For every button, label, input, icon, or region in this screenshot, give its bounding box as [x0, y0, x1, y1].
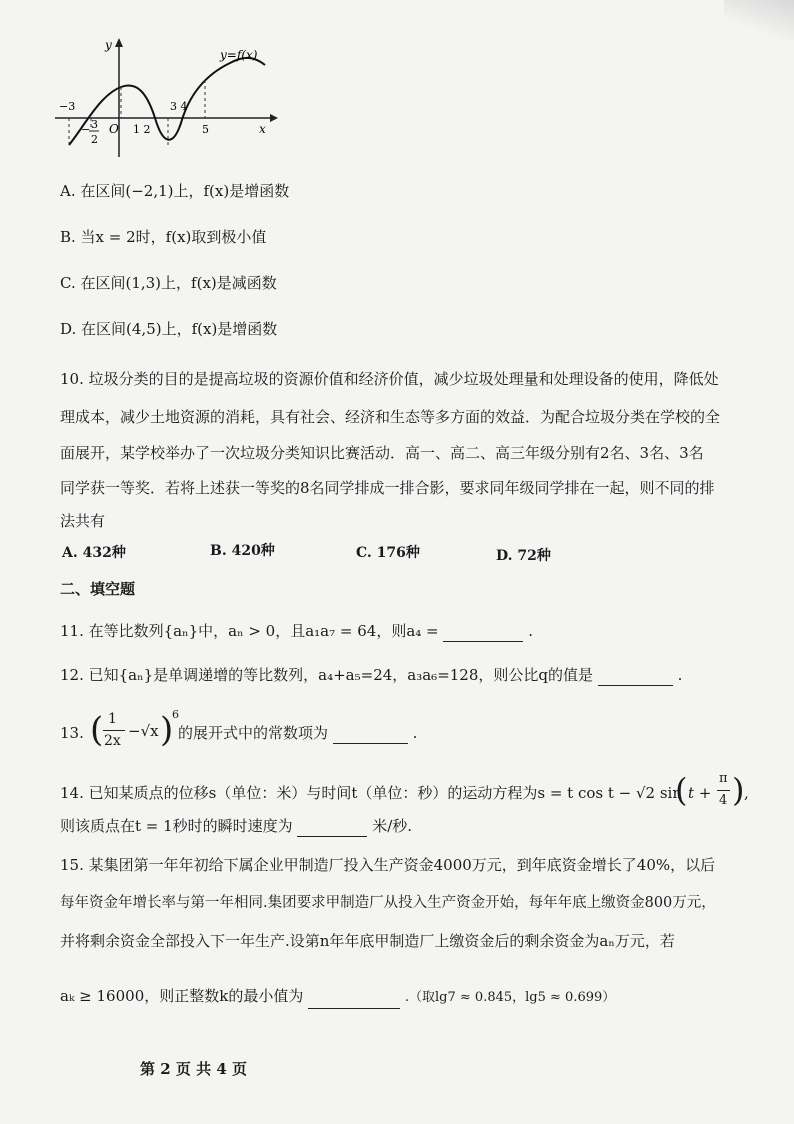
- y-axis-arrow: [115, 38, 123, 47]
- origin-label: O: [109, 122, 119, 136]
- q14-paren-open: (: [675, 771, 688, 809]
- q13-body: [178, 722, 417, 744]
- q11-text: 11. 在等比数列{aₙ}中，aₙ > 0，且a₁a₇ = 64，则a₄ =: [60, 622, 439, 640]
- q10-line-4: 同学获一等奖．若将上述获一等奖的8名同学排成一排合影，要求同年级同学排在一起，则不同的排: [60, 479, 715, 497]
- q13-paren-open: (: [90, 710, 104, 750]
- q14-paren-close: ): [732, 771, 745, 809]
- q13-end: .: [412, 724, 418, 742]
- q14-t-plus: t +: [688, 784, 712, 802]
- tick-neg3: −3: [59, 100, 76, 113]
- q13-frac-den: 2x: [104, 733, 121, 749]
- q11: [60, 620, 533, 642]
- function-graph: [55, 35, 295, 175]
- tick-neg3-2-den: 2: [91, 133, 98, 146]
- q13-frac-num: 1: [108, 711, 117, 727]
- q10-option-d: D. 72种: [496, 548, 551, 564]
- q14-text-1: 14. 已知某质点的位移s（单位：米）与时间t（单位：秒）的运动方程为s = t cos t − √2 sin: [60, 784, 683, 802]
- q13-paren-close: ): [160, 710, 174, 750]
- q15-line-4: [60, 985, 615, 1009]
- q10-line-2: 理成本，减少土地资源的消耗，具有社会、经济和生态等多方面的效益．为配合垃圾分类在学校的全: [60, 408, 721, 426]
- q12-text: 12. 已知{aₙ}是单调递增的等比数列，a₄+a₅=24，a₃a₆=128，则公比q的值是: [60, 666, 593, 684]
- q9-option-b: B. 当x = 2时，f(x)取到极小值: [60, 228, 267, 246]
- q13-num: 13.: [60, 724, 84, 742]
- q14-end: 米/秒.: [372, 817, 413, 835]
- curve-f: [69, 58, 265, 145]
- q12-end: .: [677, 666, 683, 684]
- q15-line-3: 并将剩余资金全部投入下一年生产.设第n年年底甲制造厂上缴资金后的剩余资金为aₙ万元，若: [60, 932, 675, 950]
- q9-option-a: A. 在区间(−2,1)上，f(x)是增函数: [60, 182, 290, 200]
- q10-option-c: C. 176种: [356, 545, 420, 561]
- q14-text-2: 则该质点在t = 1秒时的瞬时速度为: [60, 817, 293, 835]
- q13-answer-blank[interactable]: [333, 727, 408, 744]
- q14-line-2: [60, 815, 412, 837]
- y-axis-label: y: [105, 38, 112, 52]
- q10-line-1: 10. 垃圾分类的目的是提高垃圾的资源价值和经济价值，减少垃圾处理量和处理设备的使用，降低处: [60, 370, 719, 388]
- q10-line-3: 面展开，某学校举办了一次垃圾分类知识比赛活动．高一、高二、高三年级分别有2名、3名、3名: [60, 444, 704, 462]
- q14-pi-num: π: [719, 771, 728, 786]
- q11-end: .: [528, 622, 533, 640]
- q13-text: 的展开式中的常数项为: [178, 724, 329, 742]
- tick-neg3-2-sign: −: [81, 123, 91, 136]
- page-footer: 第 2 页 共 4 页: [140, 1060, 247, 1078]
- q15-line-2: 每年资金年增长率与第一年相同.集团要求甲制造厂从投入生产资金开始，每年年底上缴资金800万元，: [60, 895, 716, 911]
- q9-option-d: D. 在区间(4,5)上，f(x)是增函数: [60, 320, 278, 338]
- q14-comma: ,: [744, 784, 749, 802]
- q9-option-c: C. 在区间(1,3)上，f(x)是减函数: [60, 274, 277, 292]
- q10-option-b: B. 420种: [210, 543, 275, 559]
- x-axis-arrow: [270, 114, 278, 122]
- q12-answer-blank[interactable]: [598, 669, 673, 686]
- tick-neg3-2-num: 3: [91, 118, 98, 131]
- q14-answer-blank[interactable]: [297, 820, 367, 837]
- x-axis-label: x: [259, 122, 266, 136]
- page-curl: [724, 0, 794, 40]
- q15-answer-blank[interactable]: [308, 992, 400, 1009]
- q13-exponent: 6: [172, 708, 179, 721]
- q12: [60, 664, 682, 686]
- q13-minus-sqrt: −√x: [128, 722, 159, 740]
- q14-pi-den: 4: [719, 793, 728, 808]
- q15-text-4: aₖ ≥ 16000，则正整数k的最小值为: [60, 987, 304, 1005]
- curve-label: y=f(x): [220, 48, 258, 62]
- q10-line-5: 法共有: [60, 512, 106, 530]
- section-title: 二、填空题: [60, 580, 136, 598]
- q15-end: .（取lg7 ≈ 0.845，lg5 ≈ 0.699）: [404, 990, 616, 1005]
- tick-1-2: 1 2: [133, 123, 151, 136]
- q15-line-1: 15. 某集团第一年年初给下属企业甲制造厂投入生产资金4000万元，到年底资金增长了40%，以后: [60, 856, 716, 874]
- tick-3-4: 3 4: [170, 100, 188, 113]
- q11-answer-blank[interactable]: [443, 625, 523, 642]
- tick-5: 5: [202, 123, 209, 136]
- q10-option-a: A. 432种: [62, 545, 126, 561]
